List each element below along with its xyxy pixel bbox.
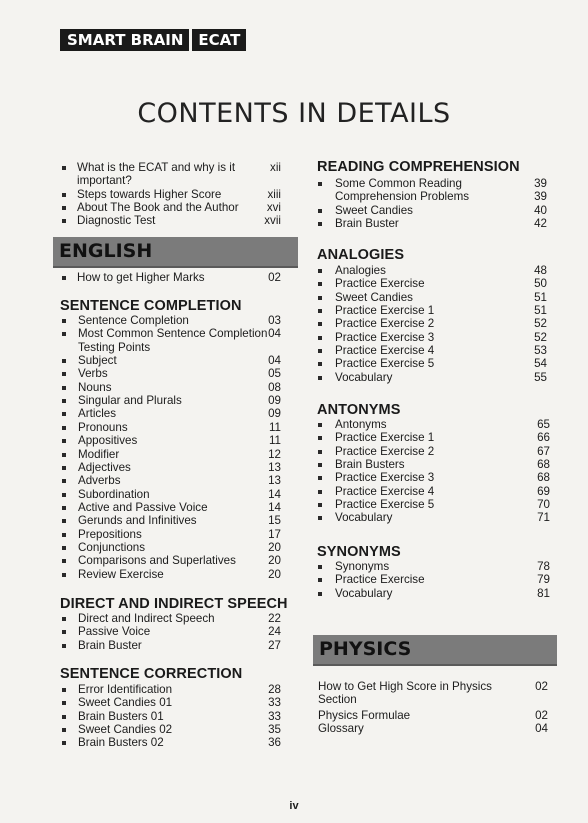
toc-entry-label: Brain Busters xyxy=(335,458,405,472)
toc-entry-label: Practice Exercise 2 xyxy=(335,317,435,331)
toc-entry-label: Practice Exercise xyxy=(335,277,425,291)
bullet-icon xyxy=(318,349,322,353)
toc-entry-page: 36 xyxy=(268,736,281,750)
toc-entry-label: Gerunds and Infinitives xyxy=(78,514,197,528)
toc-entry-label: Sentence Completion xyxy=(78,314,189,327)
toc-entry-page: 70 xyxy=(537,498,550,512)
bullet-icon xyxy=(318,209,322,213)
bullet-icon xyxy=(62,479,66,483)
toc-entry-label: Direct and Indirect Speech xyxy=(78,612,215,625)
toc-entry-label: Brain Buster xyxy=(335,217,399,231)
toc-entry-page: 33 xyxy=(268,696,281,710)
toc-entry-label: Synonyms xyxy=(335,560,390,573)
bullet-icon xyxy=(62,559,66,563)
toc-entry-page: 71 xyxy=(537,511,550,525)
bullet-icon xyxy=(62,573,66,577)
toc-entry-page: xii xyxy=(270,161,281,174)
bullet-icon xyxy=(62,644,66,648)
toc-entry-page: 78 xyxy=(537,560,550,573)
toc-entry-page: xiii xyxy=(267,187,281,201)
toc-entry-page: 33 xyxy=(268,709,281,723)
section-band-title: ENGLISH xyxy=(59,240,153,262)
toc-entry-page: 04 xyxy=(268,327,281,341)
toc-entry-label: Modifier xyxy=(78,447,120,461)
bullet-icon xyxy=(62,439,66,443)
toc-entry-page: 15 xyxy=(268,514,281,528)
bullet-icon xyxy=(62,386,66,390)
toc-entry-label: Subordination xyxy=(78,487,150,501)
bullet-icon xyxy=(318,463,322,467)
toc-entry-label: Adjectives xyxy=(78,460,131,474)
bullet-icon xyxy=(62,426,66,430)
toc-entry-page: 52 xyxy=(534,330,547,344)
bullet-icon xyxy=(62,546,66,550)
toc-entry-page: 05 xyxy=(268,367,281,381)
toc-entry-page: 04 xyxy=(268,354,281,368)
toc-entry-label: Subject xyxy=(78,354,117,368)
toc-entry-page: 51 xyxy=(534,304,547,318)
bullet-icon xyxy=(62,332,66,336)
toc-entry-label: Practice Exercise 5 xyxy=(335,357,435,371)
toc-entry-page: 03 xyxy=(268,314,281,327)
bullet-icon xyxy=(62,193,66,197)
toc-entry-label: Analogies xyxy=(335,264,386,277)
toc-entry-page: 09 xyxy=(268,394,281,408)
bullet-icon xyxy=(318,309,322,313)
bullet-icon xyxy=(62,741,66,745)
toc-entry-label: Practice Exercise 3 xyxy=(335,330,435,344)
toc-entry-label: Practice Exercise 1 xyxy=(335,431,435,445)
toc-entry-label: Practice Exercise 1 xyxy=(335,304,435,318)
toc-entry-page: 13 xyxy=(268,460,281,474)
toc-entry-page: 04 xyxy=(535,722,548,736)
bullet-icon xyxy=(318,592,322,596)
toc-entry-page: 55 xyxy=(534,370,547,384)
section-heading: READING COMPREHENSION xyxy=(317,159,520,175)
toc-entry-label: Sweet Candies xyxy=(335,290,413,304)
bullet-icon xyxy=(62,453,66,457)
bullet-icon xyxy=(318,565,322,569)
bullet-icon xyxy=(62,533,66,537)
toc-entry-label: Physics Formulae xyxy=(318,709,411,722)
toc-entry-page: 65 xyxy=(537,418,550,431)
bullet-icon xyxy=(318,336,322,340)
toc-entry-page: 13 xyxy=(268,474,281,488)
toc-entry-label: Adverbs xyxy=(78,474,121,488)
toc-entry-page: 68 xyxy=(537,471,550,485)
bullet-icon xyxy=(318,423,322,427)
toc-entry-label: Vocabulary xyxy=(335,370,393,384)
brand-tag: ECAT xyxy=(192,29,246,51)
toc-entry-page: 02 xyxy=(535,709,548,722)
bullet-icon xyxy=(318,282,322,286)
toc-entry-page: 69 xyxy=(537,484,550,498)
toc-entry-label: important? xyxy=(77,174,132,188)
toc-entry-label: Verbs xyxy=(78,367,108,381)
section-heading: DIRECT AND INDIRECT SPEECH xyxy=(60,596,288,612)
bullet-icon xyxy=(62,466,66,470)
bullet-icon xyxy=(318,269,322,273)
toc-entry-page: 09 xyxy=(268,407,281,421)
bullet-icon xyxy=(318,436,322,440)
toc-entry-page: 42 xyxy=(534,217,547,231)
toc-entry-page: 28 xyxy=(268,683,281,696)
toc-entry-label: Conjunctions xyxy=(78,540,146,554)
toc-entry-label: Articles xyxy=(78,407,117,421)
bullet-icon xyxy=(318,322,322,326)
toc-entry-label: Active and Passive Voice xyxy=(78,500,208,514)
toc-entry-label: Glossary xyxy=(318,722,364,736)
toc-entry-page: 12 xyxy=(268,447,281,461)
toc-entry-label: Prepositions xyxy=(78,527,142,541)
bullet-icon xyxy=(62,688,66,692)
toc-entry-label: Antonyms xyxy=(335,418,387,431)
toc-entry-label: Practice Exercise 5 xyxy=(335,498,435,512)
section-heading: SYNONYMS xyxy=(317,544,401,560)
bullet-icon xyxy=(318,503,322,507)
section-heading: ANALOGIES xyxy=(317,247,405,263)
bullet-icon xyxy=(62,728,66,732)
toc-entry-label: How to get Higher Marks xyxy=(77,271,205,284)
toc-entry-label: Some Common Reading xyxy=(335,177,462,190)
toc-entry-label: Singular and Plurals xyxy=(78,394,182,408)
toc-entry-label: Practice Exercise 4 xyxy=(335,344,435,358)
section-band xyxy=(53,237,298,268)
toc-entry-page: 67 xyxy=(537,444,550,458)
toc-entry-page: 39 xyxy=(534,177,547,190)
toc-entry-label: Nouns xyxy=(78,380,112,394)
toc-entry-page: 17 xyxy=(268,527,281,541)
bullet-icon xyxy=(318,578,322,582)
bullet-icon xyxy=(62,166,66,170)
toc-entry-page: 27 xyxy=(268,638,281,652)
toc-entry-label: How to Get High Score in Physics xyxy=(318,680,492,693)
toc-entry-page: 22 xyxy=(268,612,281,625)
page-number: iv xyxy=(289,800,299,812)
bullet-icon xyxy=(62,630,66,634)
toc-entry-page: xvii xyxy=(264,214,281,228)
bullet-icon xyxy=(62,359,66,363)
toc-entry-page: 14 xyxy=(268,487,281,501)
toc-entry-page: 11 xyxy=(268,420,281,434)
bullet-icon xyxy=(62,493,66,497)
toc-entry-page: 81 xyxy=(537,586,550,600)
bullet-icon xyxy=(318,182,322,186)
toc-entry-page: 20 xyxy=(268,554,281,568)
bullet-icon xyxy=(62,206,66,210)
bullet-icon xyxy=(62,715,66,719)
toc-entry-label: Brain Busters 02 xyxy=(78,736,164,750)
toc-entry-page: 68 xyxy=(537,458,550,472)
bullet-icon xyxy=(62,319,66,323)
toc-entry-label: Sweet Candies 02 xyxy=(78,723,173,737)
toc-entry-page: 54 xyxy=(534,357,547,371)
section-heading: ANTONYMS xyxy=(317,402,401,418)
bullet-icon xyxy=(318,450,322,454)
bullet-icon xyxy=(62,701,66,705)
bullet-icon xyxy=(62,276,66,280)
toc-entry-page: 51 xyxy=(534,290,547,304)
bullet-icon xyxy=(62,399,66,403)
bullet-icon xyxy=(318,362,322,366)
toc-entry-page: 24 xyxy=(268,625,281,639)
toc-entry-page: 02 xyxy=(268,271,281,284)
bullet-icon xyxy=(62,617,66,621)
toc-entry-page: 52 xyxy=(534,317,547,331)
toc-entry-label: Appositives xyxy=(78,434,138,448)
toc-entry-label: Practice Exercise 3 xyxy=(335,471,435,485)
toc-entry-page: 35 xyxy=(268,723,281,737)
bullet-icon xyxy=(318,376,322,380)
toc-entry-label: Error Identification xyxy=(78,683,173,696)
toc-entry-label: Testing Points xyxy=(78,340,151,354)
toc-entry-page: 39 xyxy=(534,190,547,203)
toc-entry-label: Brain Buster xyxy=(78,638,142,652)
toc-entry-page: 66 xyxy=(537,431,550,445)
toc-entry-label: Vocabulary xyxy=(335,586,393,600)
toc-entry-label: About The Book and the Author xyxy=(77,201,239,215)
page-title: CONTENTS IN DETAILS xyxy=(137,98,451,129)
bullet-icon xyxy=(62,412,66,416)
toc-entry-label: Comprehension Problems xyxy=(335,190,470,203)
toc-entry-label: Vocabulary xyxy=(335,511,393,525)
bullet-icon xyxy=(318,516,322,520)
toc-entry-page: 50 xyxy=(534,277,547,291)
brand-name: SMART BRAIN xyxy=(60,29,189,51)
bullet-icon xyxy=(62,372,66,376)
toc-entry-label: Diagnostic Test xyxy=(77,214,156,228)
toc-entry-page: xvi xyxy=(266,201,281,215)
toc-entry-label: Brain Busters 01 xyxy=(78,709,164,723)
toc-entry-label: Sweet Candies 01 xyxy=(78,696,173,710)
toc-entry-label: Steps towards Higher Score xyxy=(77,187,222,201)
section-band-title: PHYSICS xyxy=(319,638,412,660)
toc-entry-label: Passive Voice xyxy=(78,625,151,639)
toc-entry-page: 48 xyxy=(534,264,547,277)
toc-entry-page: 79 xyxy=(537,573,550,587)
bullet-icon xyxy=(318,222,322,226)
bullet-icon xyxy=(62,506,66,510)
toc-entry-label: Review Exercise xyxy=(78,567,164,581)
bullet-icon xyxy=(62,219,66,223)
section-heading: SENTENCE CORRECTION xyxy=(60,666,243,682)
toc-entry-label: Practice Exercise 2 xyxy=(335,444,435,458)
toc-entry-label: Sweet Candies xyxy=(335,204,413,217)
toc-entry-page: 14 xyxy=(268,500,281,514)
toc-entry-label: Pronouns xyxy=(78,420,128,434)
bullet-icon xyxy=(318,296,322,300)
toc-entry-label: Section xyxy=(318,693,357,707)
toc-entry-label: Most Common Sentence Completion xyxy=(78,327,268,341)
bullet-icon xyxy=(62,519,66,523)
toc-entry-label: Comparisons and Superlatives xyxy=(78,554,236,568)
toc-entry-page: 02 xyxy=(535,680,548,693)
section-heading: SENTENCE COMPLETION xyxy=(60,298,242,314)
toc-entry-label: Practice Exercise 4 xyxy=(335,484,435,498)
toc-entry-page: 20 xyxy=(268,567,281,581)
toc-entry-label: Practice Exercise xyxy=(335,573,425,587)
toc-entry-page: 11 xyxy=(268,434,281,448)
bullet-icon xyxy=(318,490,322,494)
toc-entry-label: What is the ECAT and why is it xyxy=(77,161,236,174)
toc-entry-page: 53 xyxy=(534,344,547,358)
toc-entry-page: 08 xyxy=(268,380,281,394)
brand-logo xyxy=(60,29,246,51)
toc-entry-page: 40 xyxy=(534,204,547,217)
section-band xyxy=(313,635,557,666)
toc-entry-page: 20 xyxy=(268,540,281,554)
bullet-icon xyxy=(318,476,322,480)
